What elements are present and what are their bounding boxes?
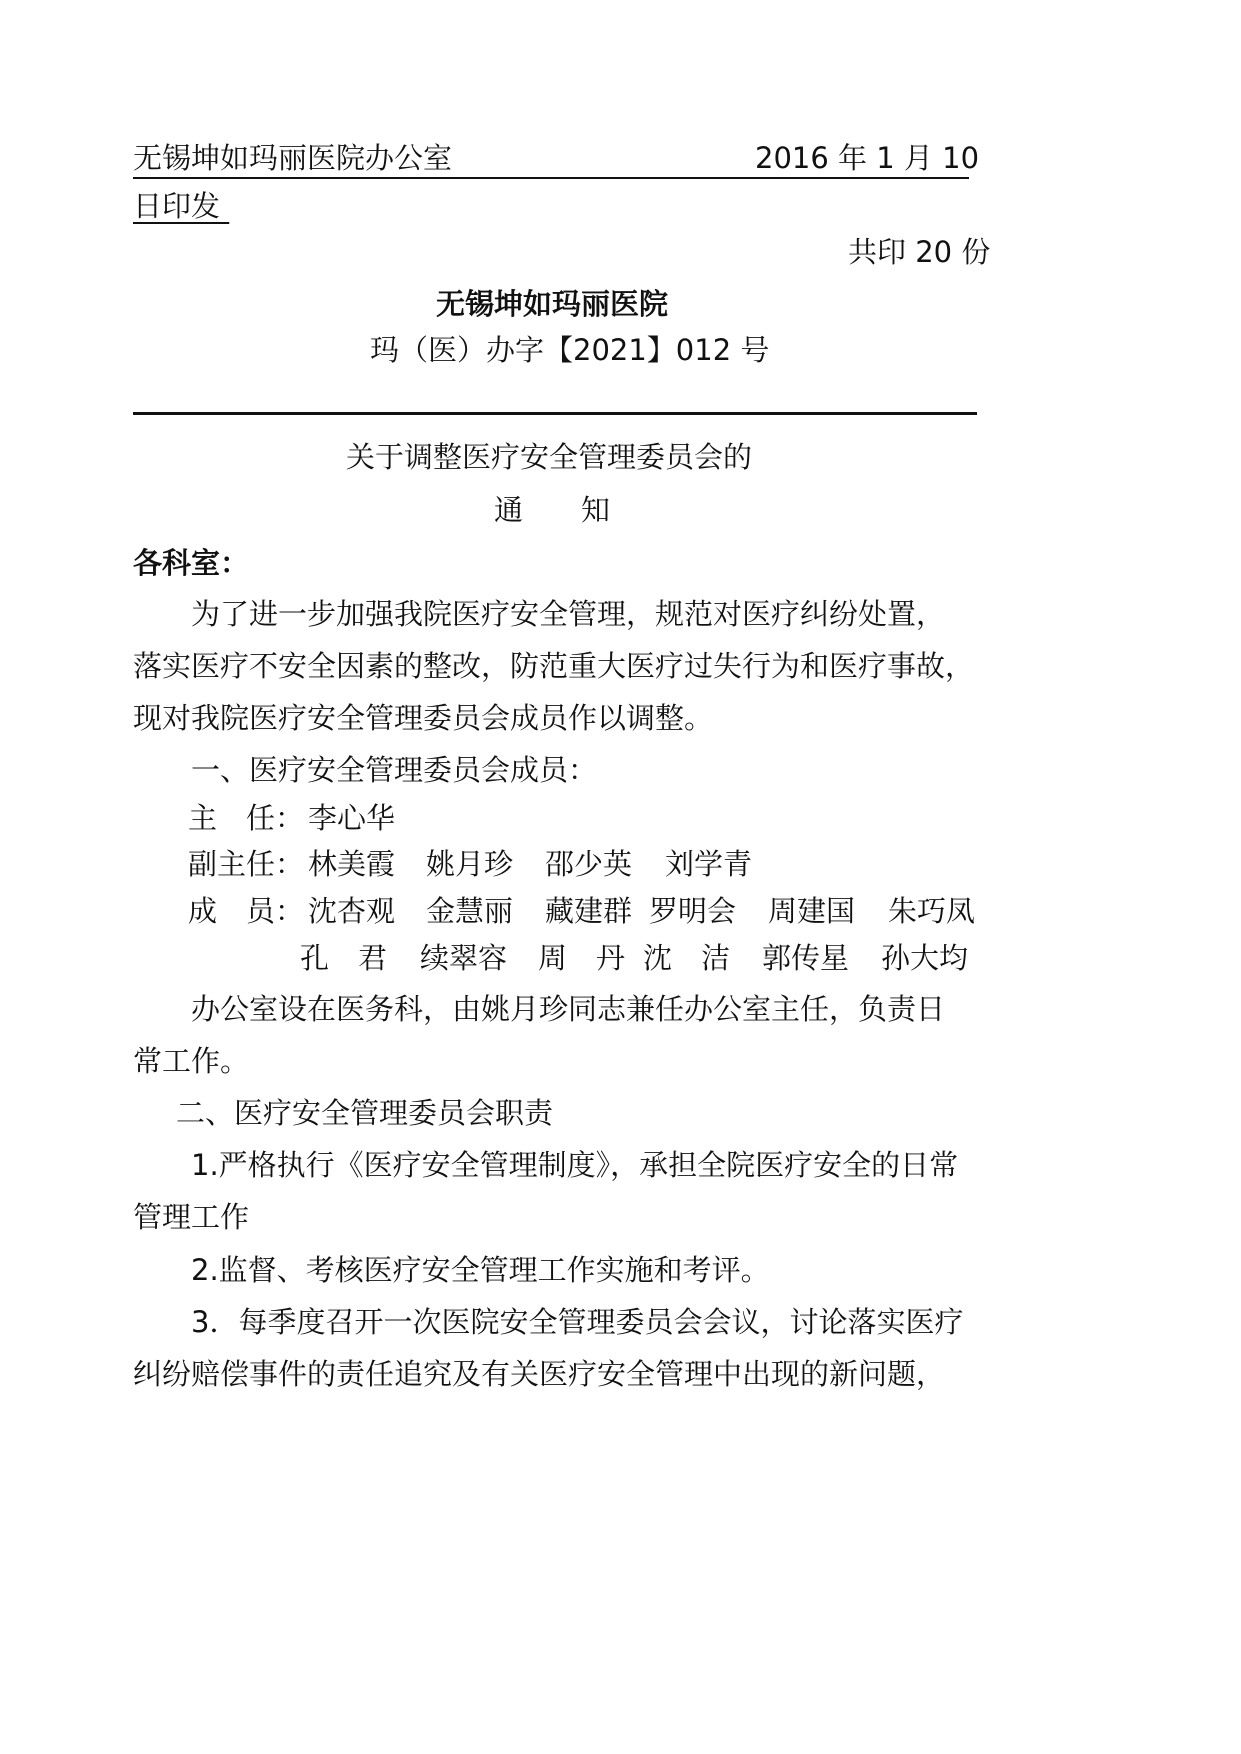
member-name: 藏建群: [545, 894, 633, 928]
issue-date-line2: 日印发: [133, 189, 221, 223]
members-row-2: [188, 938, 988, 978]
member-name: 沈杏观: [308, 894, 396, 928]
duty2-line: 2.监督、考核医疗安全管理工作实施和考评。: [191, 1253, 770, 1287]
issue-date-line1: 2016 年 1 月 10: [755, 141, 980, 175]
intro-line-1: 为了进一步加强我院医疗安全管理，规范对医疗纠纷处置，: [191, 597, 946, 631]
salutation: 各科室：: [133, 546, 250, 580]
copies-count: 共印 20 份: [848, 235, 991, 269]
member-name: 周建国: [768, 894, 856, 928]
deputy-row: [188, 844, 988, 884]
notice-title-line1: 关于调整医疗安全管理委员会的: [346, 440, 753, 474]
duty3-line-2: 纠纷赔偿事件的责任追究及有关医疗安全管理中出现的新问题，: [133, 1357, 946, 1391]
deputy-name: 刘学青: [665, 847, 753, 881]
notice-title-line2: 通 知: [494, 493, 611, 527]
section1-title: 一、医疗安全管理委员会成员：: [191, 753, 598, 787]
hospital-name: 无锡坤如玛丽医院: [436, 287, 669, 321]
deputy-name: 林美霞: [308, 847, 396, 881]
deputy-label: 副主任：: [188, 847, 305, 881]
member-name: 朱巧凤: [888, 894, 976, 928]
duty3-line-1: 3．每季度召开一次医院安全管理委员会会议，讨论落实医疗: [191, 1305, 964, 1339]
deputy-name: 邵少英: [545, 847, 633, 881]
member-name: 郭传星: [762, 941, 850, 975]
intro-line-3: 现对我院医疗安全管理委员会成员作以调整。: [133, 701, 714, 735]
duty1-line-1: 1.严格执行《医疗安全管理制度》，承担全院医疗安全的日常: [191, 1148, 959, 1182]
member-name: 孔 君: [300, 941, 388, 975]
document-number: 玛（医）办字【2021】012 号: [370, 333, 770, 367]
deputy-name: 姚月珍: [426, 847, 514, 881]
member-name: 周 丹: [538, 941, 626, 975]
office-line-2: 常工作。: [133, 1044, 250, 1078]
header-underline: [133, 177, 969, 179]
intro-line-2: 落实医疗不安全因素的整改，防范重大医疗过失行为和医疗事故，: [133, 649, 975, 683]
duty1-line-2: 管理工作: [133, 1200, 250, 1234]
office-line-1: 办公室设在医务科，由姚月珍同志兼任办公室主任，负责日: [191, 992, 946, 1026]
director-name: 李心华: [308, 801, 396, 835]
section2-title: 二、医疗安全管理委员会职责: [176, 1096, 554, 1130]
director-row: [188, 798, 988, 838]
member-name: 续翠容: [420, 941, 508, 975]
issuer-text: 无锡坤如玛丽医院办公室: [133, 141, 453, 175]
director-label: 主 任：: [188, 801, 305, 835]
document-divider: [133, 412, 977, 415]
member-name: 罗明会: [649, 894, 737, 928]
member-name: 金慧丽: [426, 894, 514, 928]
members-row-1: [188, 891, 988, 931]
member-name: 孙大均: [881, 941, 969, 975]
members-label: 成 员：: [188, 894, 305, 928]
member-name: 沈 洁: [643, 941, 731, 975]
